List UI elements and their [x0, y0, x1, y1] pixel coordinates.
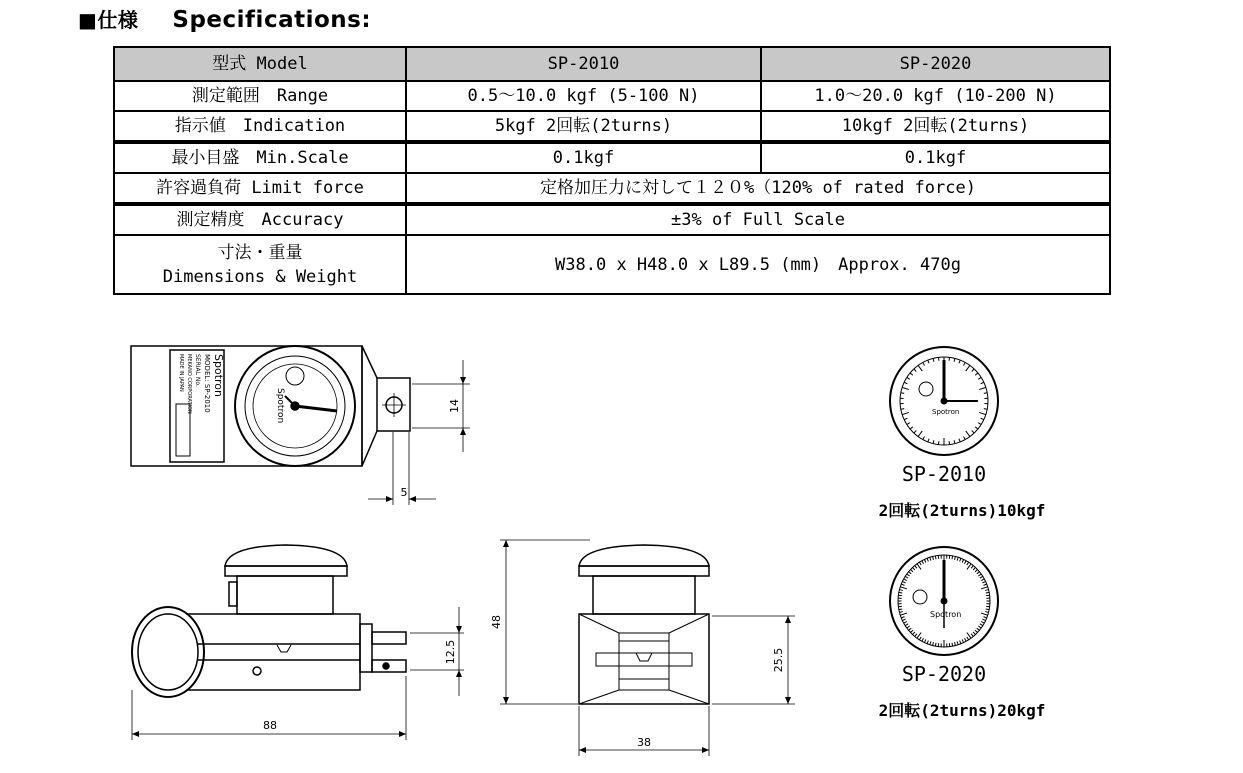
dial-tick: [977, 572, 980, 574]
dial-tick: [902, 619, 905, 620]
gauge-face-sp2020: [890, 547, 998, 655]
dial-tick: [902, 412, 909, 414]
dial-tick: [901, 617, 904, 618]
cell-span: W38.0 x H48.0 x L89.5 (mm) Approx. 470g: [406, 235, 1110, 294]
dial-tick: [981, 587, 988, 589]
dial-tick: [973, 632, 975, 635]
dial-tick: [899, 592, 902, 593]
dial-tick: [978, 423, 981, 425]
dial-tick: [959, 360, 960, 363]
dial-tick: [901, 584, 904, 585]
dial-tick: [962, 559, 963, 562]
side-view: [132, 545, 464, 740]
dial-tick: [962, 639, 963, 642]
plate-serial: SERIAL No.: [194, 354, 201, 387]
dial-tick: [905, 624, 908, 626]
plate-origin: MADE IN JAPAN: [178, 354, 184, 392]
dial-tick: [966, 431, 970, 437]
side-body: [186, 614, 360, 690]
dial-tick: [913, 632, 915, 635]
dial-tick: [973, 567, 975, 570]
dial-tick: [922, 561, 924, 564]
cell-sp2020: 1.0〜20.0 kgf (10-200 N): [761, 81, 1110, 111]
dial-tick: [901, 393, 904, 394]
dial-tick: [959, 439, 960, 442]
dial-tick: [927, 641, 928, 644]
dial-tick: [975, 570, 978, 572]
dim-5: 5: [400, 486, 408, 499]
dial-tick: [981, 621, 984, 623]
dial-tick: [899, 612, 902, 613]
dial-tick: [964, 638, 966, 641]
plate-maker: MEKANO CORPORATION: [186, 354, 192, 414]
dial-tick: [899, 609, 902, 610]
dial-tick: [915, 566, 917, 569]
side-dial-body: [237, 576, 333, 614]
dial-tick: [935, 556, 936, 559]
row-label-en: Dimensions & Weight: [162, 266, 358, 287]
front-view: [500, 540, 795, 756]
dial-tick: [907, 423, 910, 425]
dial-tick: [902, 581, 905, 582]
dial-tick: [964, 561, 966, 564]
body-outline: [131, 346, 362, 466]
dial-tick: [910, 373, 913, 375]
dim-88: 88: [263, 719, 277, 732]
dial-tick: [918, 431, 922, 437]
label-plate-text: [178, 354, 285, 423]
dim-25-5: 25.5: [772, 647, 785, 673]
dial-tick: [957, 557, 958, 560]
dial-tick: [924, 639, 925, 642]
dial-tick: [984, 393, 987, 394]
side-ring: [132, 607, 204, 697]
dial-tick: [935, 643, 936, 646]
cell-span: 定格加圧力に対して１２０%（120% of rated force): [406, 173, 1110, 204]
dim-48: 48: [490, 615, 503, 629]
dim-12-5: 12.5: [444, 639, 457, 665]
dial-tick: [910, 427, 913, 429]
cell-sp2010: 0.5〜10.0 kgf (5-100 N): [406, 81, 761, 111]
gauge-note-sp2020: 2回転(2turns)20kgf: [878, 701, 1046, 720]
dial-tick: [923, 362, 925, 365]
dial-tick: [954, 358, 955, 361]
dial-tick: [986, 609, 989, 610]
dial-tick: [905, 576, 908, 578]
dial-tick: [981, 613, 988, 615]
dial-tick: [907, 377, 910, 379]
dial-tick: [900, 613, 907, 615]
dial-tick: [957, 641, 958, 644]
header-sp2020: SP-2020: [761, 47, 1110, 81]
dial-tick: [980, 624, 983, 626]
dial-tick: [909, 572, 912, 574]
dial-tick: [978, 574, 981, 576]
dial-tick: [904, 579, 907, 581]
plate-brand: Spotron: [212, 354, 225, 397]
dial-tick: [981, 579, 984, 581]
gauge-brand-sp2010: Spotron: [932, 408, 960, 416]
dial-tick: [928, 360, 929, 363]
dial-tick: [930, 557, 931, 560]
plate-model: MODEL: SP-2010: [203, 354, 211, 413]
dial-tick: [977, 628, 980, 630]
header-label: 型式 Model: [114, 47, 406, 81]
dial-tick: [981, 418, 984, 419]
dial-tick: [960, 641, 961, 644]
cell-sp2020: 0.1kgf: [761, 142, 1110, 173]
dial-tick: [984, 617, 987, 618]
dim-14: 14: [448, 399, 461, 413]
dial-tick: [967, 562, 969, 565]
dial-tick: [930, 641, 931, 644]
dial-tick: [933, 440, 934, 443]
dial-tick: [904, 382, 907, 383]
gauge-brand-sp2020: Spotron: [930, 610, 962, 619]
dial-tick: [954, 440, 955, 443]
dial-tick: [919, 562, 921, 565]
dial-tick: [975, 427, 978, 429]
cell-sp2020: 10kgf 2回転(2turns): [761, 111, 1110, 142]
dial-tick: [972, 431, 974, 434]
dial-tick: [913, 567, 915, 570]
dial-tick: [904, 621, 907, 623]
dial-tick: [922, 638, 924, 641]
dial-tick: [923, 436, 925, 439]
dial-needle: [295, 406, 337, 411]
dial-tick: [978, 626, 981, 628]
side-dial-cap: [225, 545, 347, 566]
dial-tick: [955, 556, 956, 559]
dial-tick: [982, 581, 985, 582]
dial-tick: [964, 436, 966, 439]
row-label: 測定精度 Accuracy: [114, 204, 406, 235]
dial-tick: [933, 556, 934, 559]
dial-tick: [955, 642, 956, 645]
dial-tick: [901, 409, 904, 410]
dim-38: 38: [637, 736, 651, 749]
row-label: 最小目盛 Min.Scale: [114, 142, 406, 173]
dial-tick: [933, 642, 934, 645]
gauge-model-sp2020: SP-2020: [901, 662, 987, 686]
dial-tick: [981, 382, 984, 383]
cell-sp2010: 5kgf 2回転(2turns): [406, 111, 761, 142]
dial-tick: [960, 558, 961, 561]
dial-tick: [979, 387, 986, 389]
dial-tick: [985, 590, 988, 591]
dial-brand-text: Spotron: [275, 388, 285, 424]
dial-tick: [904, 418, 907, 419]
dial-tick: [910, 570, 913, 572]
cell-sp2010: 0.1kgf: [406, 142, 761, 173]
dial-tick: [984, 409, 987, 410]
dial-tick: [967, 637, 969, 640]
dial-tick: [978, 377, 981, 379]
dial-tick: [902, 387, 909, 389]
dial-tick: [986, 592, 989, 593]
gauge-note-sp2010: 2回転(2turns)10kgf: [878, 501, 1046, 520]
dial-tick: [971, 566, 973, 569]
dial-tick: [971, 634, 973, 637]
dial-tick: [918, 365, 922, 371]
heading-en: Specifications:: [172, 7, 372, 33]
dial-tick: [907, 574, 910, 576]
dial-tick: [900, 587, 907, 589]
dial-tick: [915, 634, 917, 637]
dial-tick: [979, 412, 986, 414]
row-label: 測定範囲 Range: [114, 81, 406, 111]
dial-tick: [975, 373, 978, 375]
dial-tick: [899, 590, 902, 591]
heading-jp: ■仕様: [78, 8, 139, 32]
front-dial-cap: [579, 545, 709, 566]
dial-tick: [985, 612, 988, 613]
row-label: 許容過負荷 Limit force: [114, 173, 406, 204]
dial-tick: [928, 439, 929, 442]
gauge-model-sp2010: SP-2010: [901, 462, 987, 486]
dial-tick: [972, 369, 974, 372]
dial-tick: [952, 643, 953, 646]
dial-tick: [982, 619, 985, 620]
dial-tick: [980, 576, 983, 578]
dial-tick: [975, 630, 978, 632]
dial-tick: [927, 558, 928, 561]
dial-tick: [914, 369, 916, 372]
dial-tick: [933, 358, 934, 361]
header-sp2010: SP-2010: [406, 47, 761, 81]
dial-tick: [919, 637, 921, 640]
dial-tick: [964, 362, 966, 365]
dial-tick: [914, 431, 916, 434]
dial-tick: [966, 365, 970, 371]
row-label: 指示値 Indication: [114, 111, 406, 142]
dial-tick: [907, 626, 910, 628]
dial-tick: [952, 556, 953, 559]
dial-tick: [924, 559, 925, 562]
dial-tick: [910, 630, 913, 632]
dial-tick: [909, 628, 912, 630]
row-label-jp: 寸法・重量: [217, 242, 303, 263]
cell-span: ±3% of Full Scale: [406, 204, 1110, 235]
dial-tick: [984, 584, 987, 585]
gauge-face-sp2010: [890, 347, 998, 455]
